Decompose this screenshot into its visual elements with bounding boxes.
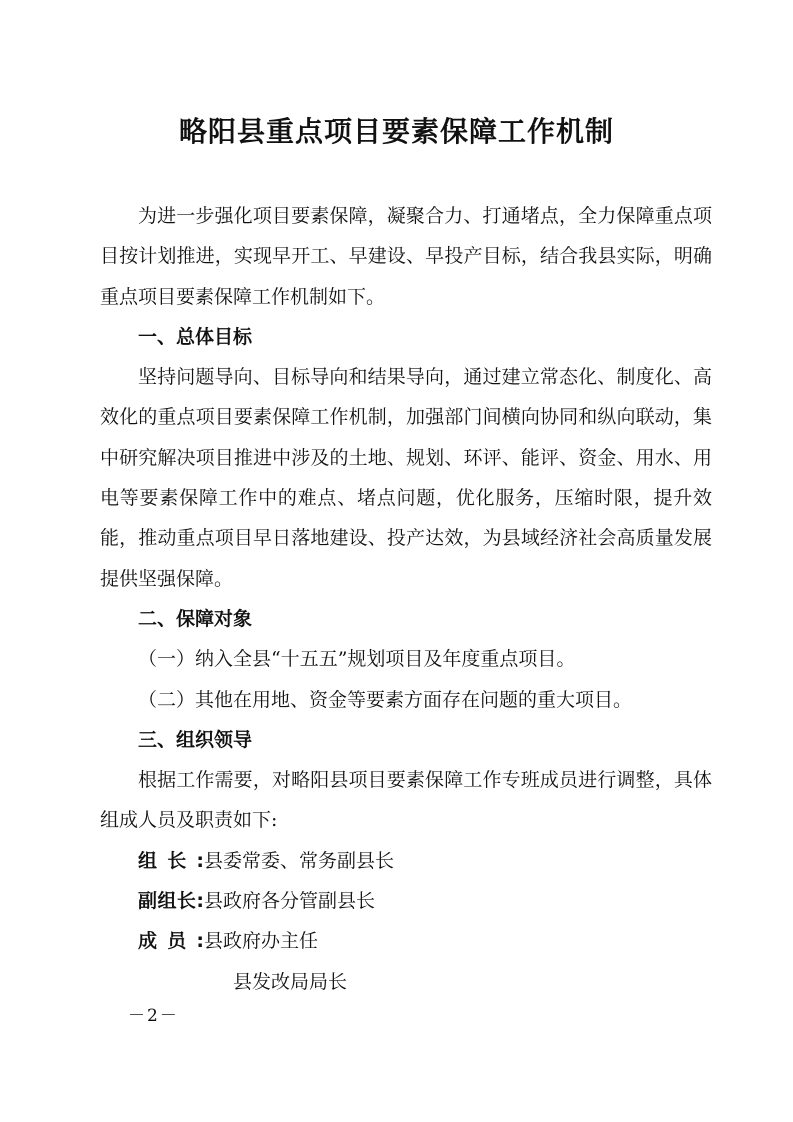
- section-heading-organization: 三、组织领导: [138, 728, 253, 751]
- target-item-2: （二）其他在用地、资金等要素方面存在问题的重大项目。: [138, 688, 633, 711]
- member-row-deputy-leader: [100, 881, 712, 921]
- member-role: 成员:: [138, 930, 204, 953]
- member-value: 县委常委、常务副县长: [204, 849, 395, 872]
- intro-paragraph: 为进一步强化项目要素保障，凝聚合力、打通堵点，全力保障重点项目按计划推进，实现早开工、早建设、早投产目标，结合我县实际，明确重点项目要素保障工作机制如下。: [100, 205, 712, 308]
- page-number: －2－: [128, 1006, 179, 1026]
- member-row-members: [100, 921, 712, 961]
- section-heading-targets: 二、保障对象: [138, 607, 253, 630]
- member-value: 县发改局局长: [233, 970, 348, 993]
- member-row-continued: [100, 962, 712, 1002]
- section-heading-goals: 一、总体目标: [138, 325, 253, 348]
- member-role: 副组长:: [138, 890, 204, 913]
- organization-paragraph: 根据工作需要，对略阳县项目要素保障工作专班成员进行调整，具体组成人员及职责如下:: [100, 769, 712, 832]
- member-role: 组长:: [138, 849, 204, 872]
- member-row-leader: [100, 841, 712, 881]
- target-item-1: （一）纳入全县“十五五”规划项目及年度重点项目。: [138, 648, 576, 671]
- goals-paragraph: 坚持问题导向、目标导向和结果导向，通过建立常态化、制度化、高效化的重点项目要素保障工作机制，加强部门间横向协同和纵向联动，集中研究解决项目推进中涉及的土地、规划、环评、能评、资金、用水、用电等要素保障工作中的难点、堵点问题，优化服务，压缩时限，提升效能，推动重点项目早日落地建设、投产达效，为县域经济社会高质量发展提供坚强保障。: [100, 366, 712, 590]
- document-body: [100, 196, 712, 1002]
- document-title: 略阳县重点项目要素保障工作机制: [178, 115, 614, 148]
- member-value: 县政府各分管副县长: [204, 890, 376, 913]
- member-value: 县政府办主任: [204, 930, 319, 953]
